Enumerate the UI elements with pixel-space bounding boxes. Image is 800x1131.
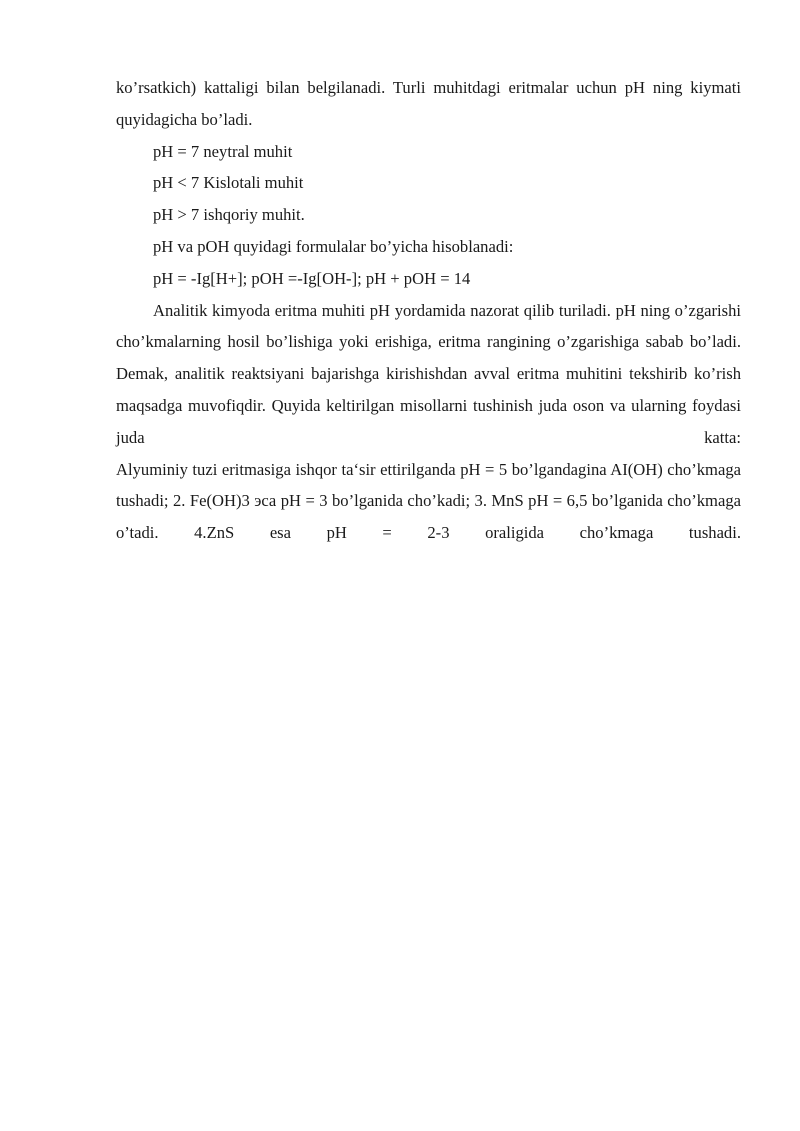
ph-neutral-line: pH = 7 neytral muhit xyxy=(153,141,293,161)
main-paragraph-part1: Analitik kimyoda eritma muhiti pH yordamida nazorat qilib turiladi. pH ning o’zgarishi cho’kmalarning hosil bo’lishiga yoki erishiga, eritma rangining o’zgarishiga sabab bo’ladi. Demak, analitik reaktsiyani bajarishga kirishishdan avval eritma muhitini tekshirib ko’rish maqsadga muvofiqdir. Quyida keltirilgan misollarni tushinish juda oson va ularning foydasi juda katta: xyxy=(116,300,741,447)
main-paragraph-part2: Alyuminiy tuzi eritmasiga ishqor ta‘sir ettirilganda pH = 5 bo’lgandagina AI(OH) cho’kmaga tushadi; 2. Fe(OH)3 эса pH = 3 bo’lganida cho’kadi; 3. MnS pH = 6,5 bo’lganida cho’kmaga o’tadi. 4.ZnS esa pH = 2-3 oraligida cho’kmaga tushadi. xyxy=(116,459,741,543)
formula-intro-line: pH va pOH quyidagi formulalar bo’yicha hisoblanadi: xyxy=(153,236,514,256)
document-body xyxy=(116,72,741,549)
formula-line: pH = -Ig[H+]; pOH =-Ig[OH-]; pH + pOH = 14 xyxy=(153,268,471,288)
intro-paragraph: ko’rsatkich) kattaligi bilan belgilanadi. Turli muhitdagi eritmalar uchun pH ning kiymati quyidagicha bo’ladi. xyxy=(116,78,741,129)
ph-acidic-line: pH < 7 Kislotali muhit xyxy=(153,173,304,193)
ph-alkaline-line: pH > 7 ishqoriy muhit. xyxy=(153,205,305,225)
